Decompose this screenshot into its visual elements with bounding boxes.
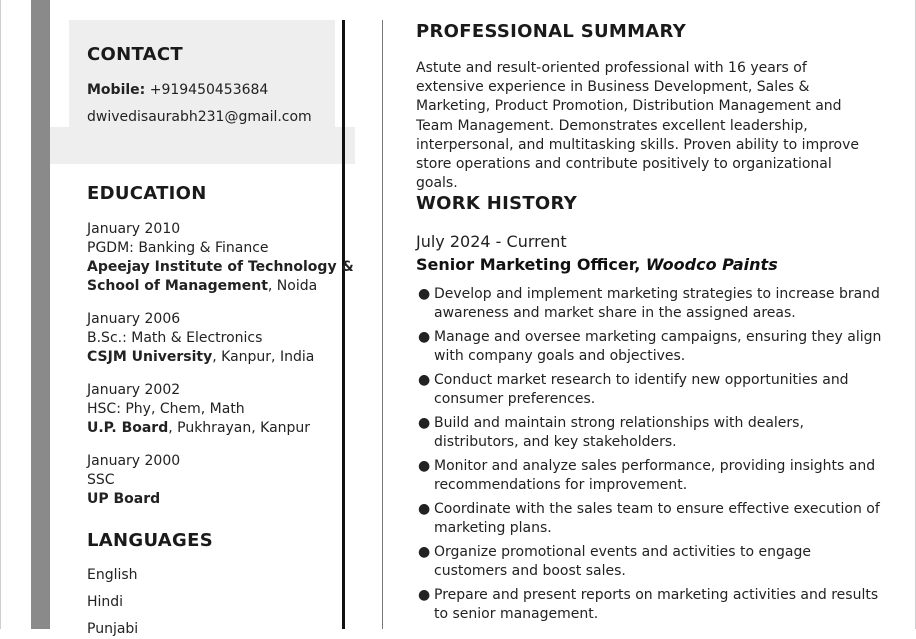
duty-text: Coordinate with the sales team to ensure effective execution of marketing plans. xyxy=(434,501,880,536)
duty-item xyxy=(416,543,886,581)
duty-text: Conduct market research to identify new opportunities and consumer preferences. xyxy=(434,372,849,407)
mobile-line xyxy=(87,81,268,100)
duty-text: Prepare and present reports on marketing activities and results to senior management. xyxy=(434,587,879,622)
column-divider xyxy=(382,20,383,629)
edu-4-institution: UP Board xyxy=(87,491,161,507)
duty-item xyxy=(416,328,886,366)
edu-1-degree: PGDM: Banking & Finance xyxy=(87,240,269,256)
job-duties-list xyxy=(416,285,886,629)
duty-text: Develop and implement marketing strategies to increase brand awareness and market share in the assigned areas. xyxy=(434,286,880,321)
duty-item xyxy=(416,414,886,452)
edu-2-degree: B.Sc.: Math & Electronics xyxy=(87,330,263,346)
edu-4-date: January 2000 xyxy=(87,453,181,469)
edu-3-date: January 2002 xyxy=(87,382,181,398)
edu-3-institution: U.P. Board xyxy=(87,420,169,436)
edu-1-location: , Noida xyxy=(267,278,318,294)
sidebar-divider xyxy=(342,20,345,629)
summary-text: Astute and result-oriented professional with 16 years of extensive experience in Business Development, Sales & Marketing, Product Promotion, Distribution Management and Team Management. Demonstrates excellent leadership, interpersonal, and multitasking skills. Proven ability to improve store operations and contribute positively to organizational goals. xyxy=(416,60,860,192)
edu-2-location: , Kanpur, India xyxy=(212,349,315,365)
bullet-icon: ● xyxy=(418,458,431,474)
summary-heading: PROFESSIONAL SUMMARY xyxy=(416,21,687,42)
edu-2-institution: CSJM University xyxy=(87,349,213,365)
duty-item xyxy=(416,285,886,323)
bullet-icon: ● xyxy=(418,587,431,603)
mobile-label: Mobile: xyxy=(87,82,146,98)
duty-text: Organize promotional events and activities to engage customers and boost sales. xyxy=(434,544,811,579)
bullet-icon: ● xyxy=(418,329,431,345)
contact-background-extension xyxy=(50,127,355,164)
language-item: Hindi xyxy=(87,594,124,610)
duty-text: Build and maintain strong relationships with dealers, distributors, and key stakeholders. xyxy=(434,415,804,450)
bullet-icon: ● xyxy=(418,501,431,517)
edu-2-date: January 2006 xyxy=(87,311,181,327)
edu-2-institution-line xyxy=(87,348,314,367)
job-company: Woodco Paints xyxy=(645,255,778,274)
duty-text: Manage and oversee marketing campaigns, ensuring they align with company goals and objectives. xyxy=(434,329,882,364)
edu-1-institution-name: School of Management xyxy=(87,278,268,294)
email-link[interactable]: dwivedisaurabh231@gmail.com xyxy=(87,109,312,125)
bullet-icon: ● xyxy=(418,415,431,431)
job-title: Senior Marketing Officer xyxy=(416,255,635,274)
job-title-separator: , xyxy=(634,255,646,274)
sidebar-accent-bar xyxy=(31,0,50,629)
work-history-heading: WORK HISTORY xyxy=(416,193,578,214)
bullet-icon: ● xyxy=(418,372,431,388)
duty-item xyxy=(416,371,886,409)
edu-1-date: January 2010 xyxy=(87,221,181,237)
edu-1-institution-line2 xyxy=(87,277,317,296)
job-title-line xyxy=(416,255,778,274)
job-dates: July 2024 - Current xyxy=(416,232,567,251)
duty-item xyxy=(416,457,886,495)
edu-1-institution-line1: Apeejay Institute of Technology & xyxy=(87,259,354,275)
languages-heading: LANGUAGES xyxy=(87,530,213,551)
bullet-icon: ● xyxy=(418,544,431,560)
education-heading: EDUCATION xyxy=(87,183,207,204)
edu-3-institution-line xyxy=(87,419,310,438)
edu-4-degree: SSC xyxy=(87,472,115,488)
language-item: Punjabi xyxy=(87,621,139,637)
contact-heading: CONTACT xyxy=(87,44,183,65)
duty-item xyxy=(416,586,886,624)
mobile-value[interactable]: +919450453684 xyxy=(149,82,269,98)
duty-text: Monitor and analyze sales performance, providing insights and recommendations for improvement. xyxy=(434,458,876,493)
duty-item xyxy=(416,500,886,538)
bullet-icon: ● xyxy=(418,286,431,302)
language-item: English xyxy=(87,567,138,583)
edu-3-degree: HSC: Phy, Chem, Math xyxy=(87,401,245,417)
edu-3-location: , Pukhrayan, Kanpur xyxy=(168,420,311,436)
